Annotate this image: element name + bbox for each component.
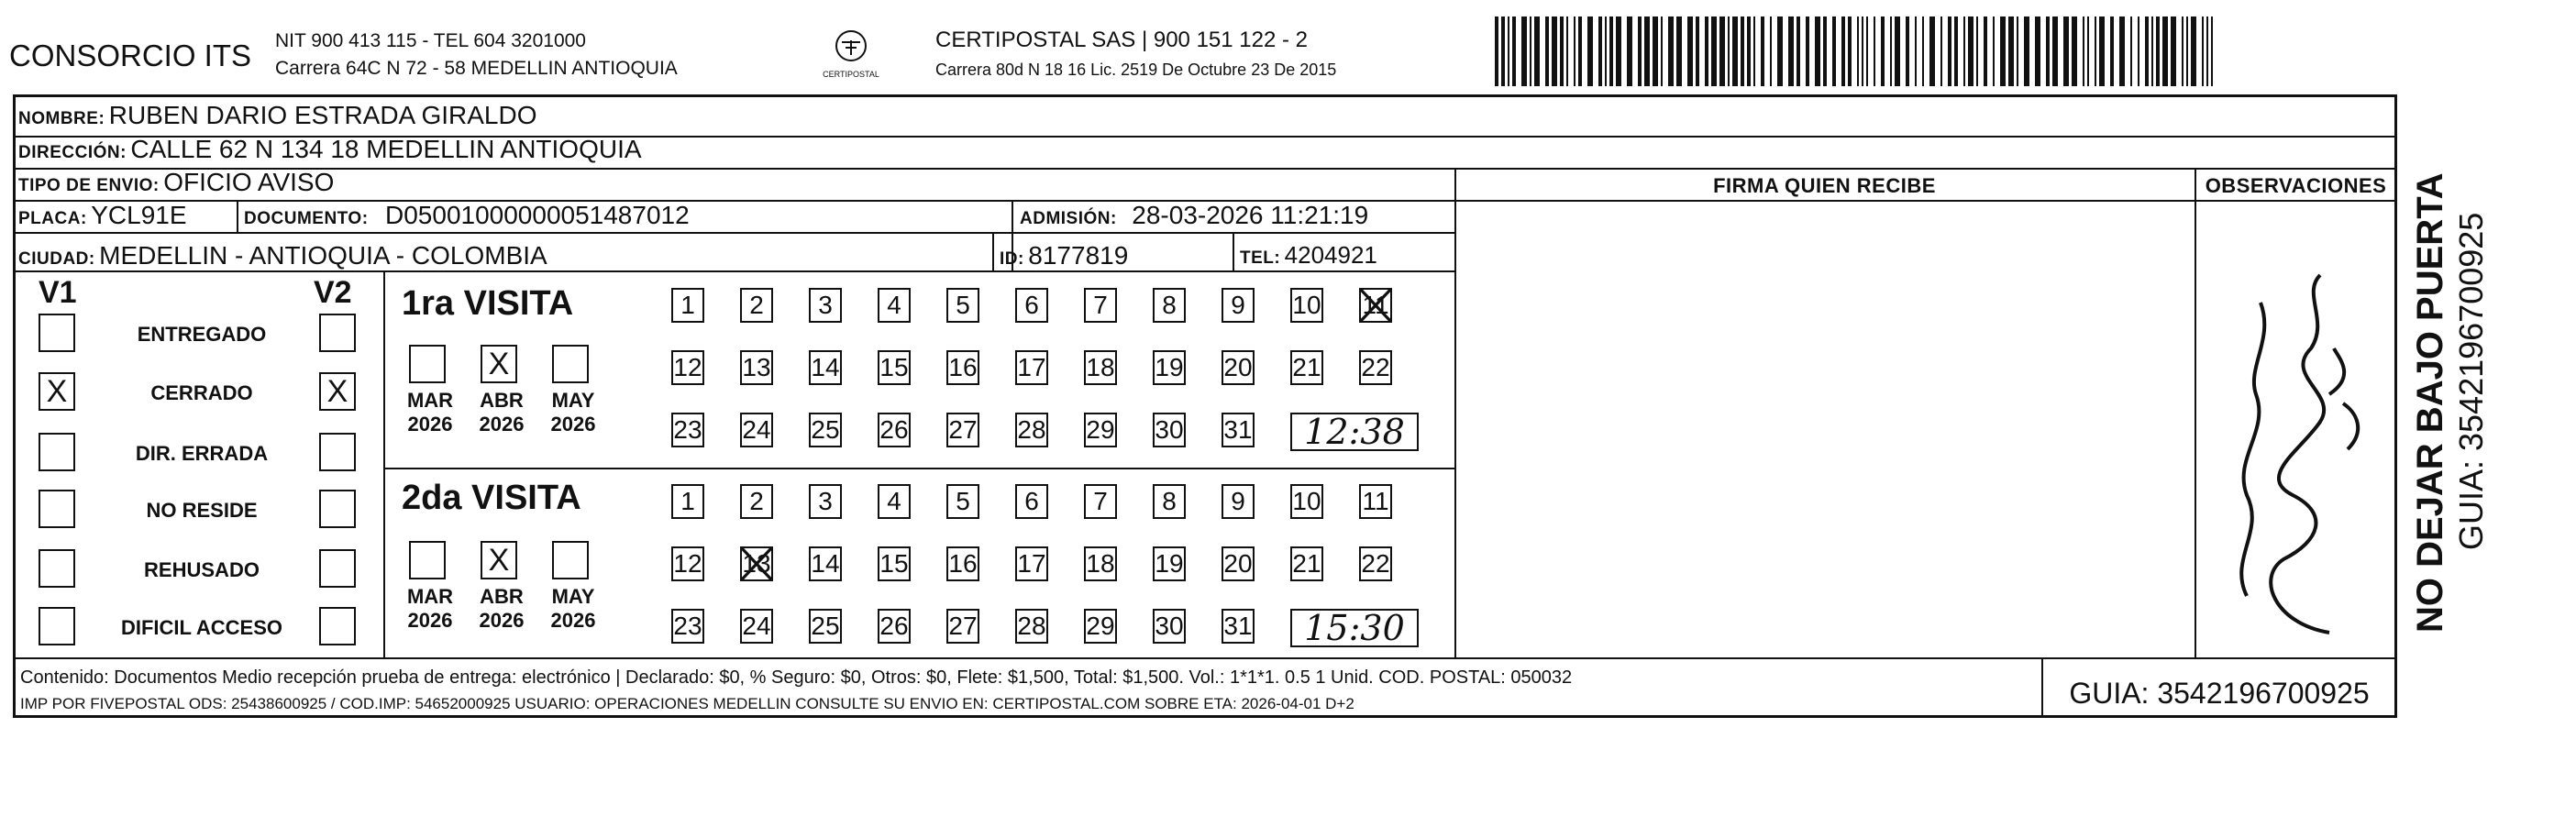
month-label	[470, 389, 534, 436]
day-box[interactable]: 25	[809, 413, 842, 447]
admision-field	[1020, 201, 1368, 230]
day-box[interactable]: 9	[1222, 288, 1255, 323]
day-box[interactable]: 23	[671, 609, 704, 644]
v1-label: V1	[39, 275, 77, 310]
barcode-bar	[1501, 17, 1505, 86]
barcode-bar	[2095, 17, 2096, 86]
visit1-title: 1ra VISITA	[402, 284, 574, 323]
day-box[interactable]: 15	[878, 350, 911, 385]
ciudad-field	[18, 241, 547, 270]
day-box[interactable]: 7	[1084, 484, 1117, 519]
carrier-line: CERTIPOSTAL SAS | 900 151 122 - 2	[935, 28, 1308, 52]
v1-checkbox[interactable]	[39, 607, 75, 645]
day-box[interactable]: 2	[740, 288, 773, 323]
barcode-bar	[2156, 17, 2160, 86]
month-label	[470, 585, 534, 633]
barcode-bar	[2191, 17, 2196, 86]
barcode-bar	[2110, 17, 2114, 86]
day-box[interactable]: 30	[1153, 413, 1186, 447]
day-box[interactable]: 3	[809, 484, 842, 519]
visit-time: 15:30	[1290, 609, 1419, 647]
month-label	[541, 585, 605, 633]
barcode	[1493, 17, 2224, 86]
barcode-bar	[1719, 17, 1725, 86]
barcode-bar	[1605, 17, 1607, 86]
barcode-bar	[2186, 17, 2188, 86]
day-box[interactable]: 2	[740, 484, 773, 519]
barcode-bar	[1806, 17, 1809, 86]
barcode-bar	[1815, 17, 1820, 86]
carrier-address: Carrera 80d N 18 16 Lic. 2519 De Octubre 23 De 2015	[935, 61, 1337, 79]
admision-label: ADMISIÓN:	[1020, 209, 1117, 228]
day-box[interactable]: 21	[1290, 350, 1323, 385]
barcode-bar	[1566, 17, 1568, 86]
barcode-bar	[1963, 17, 1965, 86]
visit-time: 12:38	[1290, 413, 1419, 451]
month-label	[398, 585, 462, 633]
barcode-bar	[2171, 17, 2176, 86]
day-box[interactable]: 11	[1359, 288, 1392, 323]
status-label: NO RESIDE	[146, 499, 258, 522]
barcode-bar	[2017, 17, 2018, 86]
month-checkbox[interactable]: X	[481, 541, 517, 579]
month-name: MAR	[406, 585, 454, 608]
day-box[interactable]: 27	[946, 609, 979, 644]
day-box[interactable]: 20	[1222, 350, 1255, 385]
v2-label: V2	[314, 275, 352, 310]
barcode-bar	[1954, 17, 1958, 86]
barcode-bar	[1495, 17, 1498, 86]
v1-checkbox[interactable]	[39, 490, 75, 528]
id-value: 8177819	[1028, 241, 1129, 270]
row-line	[383, 468, 1454, 469]
barcode-bar	[1922, 17, 1924, 86]
barcode-bar	[1508, 17, 1509, 86]
barcode-bar	[1993, 17, 1995, 86]
day-box[interactable]: 8	[1153, 288, 1186, 323]
barcode-bar	[1574, 17, 1575, 86]
id-field	[1000, 241, 1128, 270]
footer-line-2: IMP POR FIVEPOSTAL ODS: 25438600925 / COD.IMP: 54652000925 USUARIO: OPERACIONES MEDELLIN CONSULTE SU ENVIO EN: CERTIPOSTAL.COM SOBRE ETA: 2026-04-01 D+2	[20, 695, 1354, 712]
day-box[interactable]: 1	[671, 484, 704, 519]
barcode-bar	[1578, 17, 1582, 86]
placa-value: YCL91E	[91, 201, 187, 229]
day-box[interactable]: 19	[1153, 350, 1186, 385]
barcode-bar	[1948, 17, 1951, 86]
documento-field	[244, 201, 690, 230]
tel-label: TEL:	[1240, 248, 1281, 268]
day-box[interactable]: 27	[946, 413, 979, 447]
day-box[interactable]: 10	[1290, 288, 1323, 323]
barcode-bar	[2145, 17, 2149, 86]
barcode-bar	[1530, 17, 1531, 86]
col-line	[1454, 168, 1456, 657]
day-box[interactable]: 4	[878, 288, 911, 323]
day-box[interactable]: 24	[740, 413, 773, 447]
barcode-bar	[2211, 17, 2213, 86]
v2-checkbox[interactable]	[319, 490, 356, 528]
direccion-label: DIRECCIÓN:	[18, 143, 127, 162]
day-box[interactable]: 28	[1015, 609, 1048, 644]
v1-checkbox[interactable]: X	[39, 372, 75, 411]
day-box[interactable]: 21	[1290, 546, 1323, 581]
barcode-bar	[1866, 17, 1868, 86]
col-line	[2195, 168, 2196, 657]
barcode-bar	[1728, 17, 1730, 86]
footer-line-1: Contenido: Documentos Medio recepción prueba de entrega: electrónico | Declarado: $0, % Seguro: $0, Otros: $0, Flete: $1,500, Total: $1,500. Vol.: 1*1*1. 0.5 1 Unid. COD. POSTAL: 050032	[20, 667, 1573, 688]
day-box[interactable]: 17	[1015, 546, 1048, 581]
barcode-bar	[2182, 17, 2184, 86]
observaciones-label: OBSERVACIONES	[2205, 174, 2387, 197]
day-box[interactable]: 23	[671, 413, 704, 447]
day-box[interactable]: 1	[671, 288, 704, 323]
barcode-bar	[2138, 17, 2139, 86]
tel-value: 4204921	[1284, 241, 1377, 269]
barcode-bar	[1841, 17, 1845, 86]
barcode-bar	[1587, 17, 1593, 86]
barcode-bar	[1687, 17, 1693, 86]
day-box[interactable]: 22	[1359, 546, 1392, 581]
barcode-bar	[1848, 17, 1852, 86]
day-box[interactable]: 12	[671, 546, 704, 581]
day-box[interactable]: 8	[1153, 484, 1186, 519]
day-box[interactable]: 5	[946, 288, 979, 323]
day-box[interactable]: 6	[1015, 484, 1048, 519]
month-checkbox[interactable]	[409, 345, 446, 383]
barcode-bar	[1696, 17, 1699, 86]
barcode-bar	[1874, 17, 1875, 86]
barcode-bar	[1638, 17, 1642, 86]
barcode-bar	[1741, 17, 1744, 86]
day-box[interactable]: 13	[740, 350, 773, 385]
barcode-bar	[1797, 17, 1800, 86]
barcode-bar	[1788, 17, 1794, 86]
v1-checkbox[interactable]	[39, 433, 75, 471]
barcode-bar	[1890, 17, 1892, 86]
day-box[interactable]: 29	[1084, 413, 1117, 447]
barcode-bar	[1705, 17, 1708, 86]
barcode-bar	[2083, 17, 2084, 86]
barcode-bar	[1906, 17, 1909, 86]
barcode-bar	[1732, 17, 1738, 86]
barcode-bar	[1534, 17, 1540, 86]
barcode-bar	[1521, 17, 1527, 86]
side-guia: GUIA: 3542196700925	[2452, 212, 2490, 550]
tel-field	[1240, 241, 1377, 270]
day-box[interactable]: 19	[1153, 546, 1186, 581]
direccion-row	[18, 135, 642, 164]
month-checkbox[interactable]	[409, 541, 446, 579]
ciudad-value: MEDELLIN - ANTIOQUIA - COLOMBIA	[99, 241, 547, 270]
barcode-bar	[1598, 17, 1602, 86]
barcode-bar	[2119, 17, 2125, 86]
v2-checkbox[interactable]: X	[319, 372, 356, 411]
barcode-bar	[1832, 17, 1836, 86]
month-name: ABR	[480, 389, 524, 412]
footer-guia: GUIA: 3542196700925	[2069, 677, 2370, 710]
barcode-bar	[1644, 17, 1650, 86]
firma-label: FIRMA QUIEN RECIBE	[1713, 174, 1936, 197]
logo-caption: CERTIPOSTAL	[823, 70, 879, 79]
barcode-bar	[1823, 17, 1827, 86]
barcode-bar	[1761, 17, 1764, 86]
documento-value: D05001000000051487012	[385, 201, 690, 229]
barcode-bar	[2099, 17, 2105, 86]
barcode-bar	[2024, 17, 2029, 86]
ciudad-label: CIUDAD:	[18, 249, 95, 269]
tipo-row	[18, 168, 334, 197]
day-box[interactable]: 7	[1084, 288, 1117, 323]
v2-checkbox[interactable]	[319, 433, 356, 471]
row-line	[13, 232, 1454, 234]
admision-value: 28-03-2026 11:21:19	[1132, 201, 1369, 229]
day-box[interactable]: 16	[946, 546, 979, 581]
day-box[interactable]: 11	[1359, 484, 1392, 519]
day-box[interactable]: 9	[1222, 484, 1255, 519]
v2-checkbox[interactable]	[319, 314, 356, 352]
company-name: CONSORCIO ITS	[9, 39, 252, 72]
month-label	[398, 389, 462, 436]
barcode-bar	[1753, 17, 1755, 86]
month-year: 2026	[479, 609, 525, 632]
barcode-bar	[1653, 17, 1658, 86]
status-label: CERRADO	[150, 381, 253, 404]
barcode-bar	[1881, 17, 1885, 86]
placa-label: PLACA:	[18, 209, 87, 228]
barcode-bar	[1552, 17, 1557, 86]
barcode-bar	[2000, 17, 2006, 86]
day-box[interactable]: 26	[878, 413, 911, 447]
day-box[interactable]: 22	[1359, 350, 1392, 385]
day-box[interactable]: 18	[1084, 350, 1117, 385]
status-label: DIFICIL ACCESO	[120, 616, 282, 639]
day-box[interactable]: 15	[878, 546, 911, 581]
day-box[interactable]: 24	[740, 609, 773, 644]
col-line	[237, 200, 238, 232]
day-box[interactable]: 10	[1290, 484, 1323, 519]
barcode-bar	[1661, 17, 1663, 86]
barcode-bar	[2162, 17, 2168, 86]
address-line: Carrera 64C N 72 - 58 MEDELLIN ANTIOQUIA	[275, 58, 678, 79]
status-label: ENTREGADO	[137, 323, 267, 346]
barcode-bar	[1770, 17, 1772, 86]
day-box[interactable]: 29	[1084, 609, 1117, 644]
barcode-bar	[2063, 17, 2069, 86]
month-checkbox[interactable]: X	[481, 345, 517, 383]
v1-checkbox[interactable]	[39, 549, 75, 588]
month-name: MAY	[551, 585, 595, 608]
barcode-bar	[1627, 17, 1632, 86]
col-line	[1233, 232, 1234, 270]
barcode-bar	[2046, 17, 2050, 86]
barcode-bar	[1857, 17, 1859, 86]
day-box[interactable]: 31	[1222, 413, 1255, 447]
barcode-bar	[1915, 17, 1917, 86]
barcode-bar	[2151, 17, 2153, 86]
day-box[interactable]: 31	[1222, 609, 1255, 644]
day-box[interactable]: 14	[809, 350, 842, 385]
v1-checkbox[interactable]	[39, 314, 75, 352]
barcode-bar	[2206, 17, 2208, 86]
day-box[interactable]: 5	[946, 484, 979, 519]
barcode-bar	[1512, 17, 1516, 86]
barcode-bar	[1940, 17, 1942, 86]
month-name: ABR	[480, 585, 524, 608]
status-label: REHUSADO	[144, 558, 260, 581]
documento-label: DOCUMENTO:	[244, 209, 369, 228]
day-box[interactable]: 4	[878, 484, 911, 519]
month-year: 2026	[407, 609, 453, 632]
side-warning: NO DEJAR BAJO PUERTA	[2410, 172, 2450, 633]
day-box[interactable]: 14	[809, 546, 842, 581]
barcode-bar	[2072, 17, 2077, 86]
day-box[interactable]: 20	[1222, 546, 1255, 581]
day-box[interactable]: 16	[946, 350, 979, 385]
day-box[interactable]: 18	[1084, 546, 1117, 581]
barcode-bar	[1984, 17, 1987, 86]
barcode-bar	[1862, 17, 1863, 86]
barcode-bar	[2087, 17, 2089, 86]
barcode-bar	[1895, 17, 1900, 86]
barcode-bar	[2052, 17, 2058, 86]
day-box[interactable]: 3	[809, 288, 842, 323]
day-box[interactable]: 17	[1015, 350, 1048, 385]
month-checkbox[interactable]	[552, 345, 589, 383]
barcode-bar	[1609, 17, 1613, 86]
nit-line: NIT 900 413 115 - TEL 604 3201000	[275, 30, 586, 51]
barcode-bar	[2202, 17, 2204, 86]
company-info	[275, 28, 678, 83]
day-box[interactable]: 13	[740, 546, 773, 581]
col-line	[992, 232, 994, 270]
id-label: ID:	[1000, 249, 1024, 269]
tipo-value: OFICIO AVISO	[163, 168, 335, 196]
row-line	[13, 657, 2397, 659]
nombre-value: RUBEN DARIO ESTRADA GIRALDO	[108, 101, 537, 129]
col-line	[383, 270, 385, 657]
barcode-bar	[1676, 17, 1682, 86]
placa-field	[18, 201, 187, 230]
month-year: 2026	[407, 413, 453, 436]
barcode-bar	[2008, 17, 2014, 86]
barcode-bar	[1777, 17, 1783, 86]
direccion-value: CALLE 62 N 134 18 MEDELLIN ANTIOQUIA	[130, 135, 642, 163]
barcode-bar	[2130, 17, 2132, 86]
nombre-label: NOMBRE:	[18, 109, 105, 128]
day-box[interactable]: 6	[1015, 288, 1048, 323]
row-line	[13, 168, 2397, 170]
barcode-bar	[1976, 17, 1978, 86]
barcode-bar	[1711, 17, 1717, 86]
month-year: 2026	[550, 609, 596, 632]
day-box[interactable]: 25	[809, 609, 842, 644]
row-line	[13, 270, 1454, 272]
barcode-bar	[1968, 17, 1973, 86]
month-label	[541, 389, 605, 436]
month-year: 2026	[479, 413, 525, 436]
v2-checkbox[interactable]	[319, 607, 356, 645]
barcode-bar	[2035, 17, 2040, 86]
barcode-bar	[1929, 17, 1935, 86]
row-line	[1454, 200, 2397, 202]
month-checkbox[interactable]	[552, 541, 589, 579]
month-name: MAY	[551, 389, 595, 412]
tipo-label: TIPO DE ENVIO:	[18, 176, 160, 195]
barcode-bar	[1560, 17, 1564, 86]
barcode-bar	[1616, 17, 1621, 86]
visit2-title: 2da VISITA	[402, 479, 581, 517]
month-name: MAR	[406, 389, 454, 412]
v2-checkbox[interactable]	[319, 549, 356, 588]
handwritten-signature	[2219, 266, 2375, 651]
day-box[interactable]: 28	[1015, 413, 1048, 447]
barcode-bar	[1545, 17, 1549, 86]
barcode-bar	[1668, 17, 1674, 86]
status-label: DIR. ERRADA	[135, 442, 269, 465]
nombre-row	[18, 101, 537, 130]
day-box[interactable]: 30	[1153, 609, 1186, 644]
month-year: 2026	[550, 413, 596, 436]
day-box[interactable]: 12	[671, 350, 704, 385]
day-box[interactable]: 26	[878, 609, 911, 644]
barcode-bar	[1747, 17, 1751, 86]
